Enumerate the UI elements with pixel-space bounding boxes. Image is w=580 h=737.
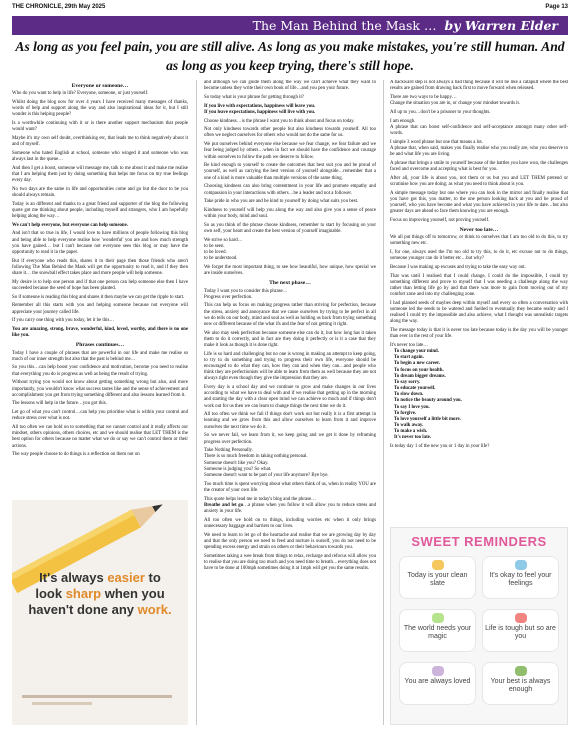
reminder-card bbox=[482, 556, 559, 599]
list-item: To notice the beauty around you. bbox=[394, 398, 462, 404]
reminder-text: Life is tough but so are you bbox=[485, 625, 556, 641]
smile-icon bbox=[515, 560, 527, 570]
paragraph: Who do you want to help in life? Everyone, someone, or just yourself. bbox=[12, 91, 149, 97]
paragraph: Progress over perfection. bbox=[204, 294, 253, 300]
paragraph: And isn't that so true in life, I would love to have millions of people following this blog and being able to help everyone realise how 'wonderful' you are and how much strength you have gained… but I can't because not everyone sees this blog or may have the opportunity to read it in the paper. bbox=[12, 231, 188, 255]
paragraph: and although we can guide them along the way we can't achieve what they want to become unless they write their own book of life…and you pen your future. bbox=[204, 80, 376, 92]
paragraph: Life is so hard and challenging but no one is wrong in making an attempt to keep going, to try to do something and trying to progress their own life, everyone should be encouraged to do what they can, how they can and when they can…and people who think they are perfectionists will be able to learn from them as well because they are not always right even though they give the impression that they are. bbox=[204, 351, 376, 382]
paragraph: We need to learn to let go of the heartache and realise that we are growing day by day and that the only person we need to feed and nurture is ourself, you do not need to be spending excess energy and strain on others or their behaviours towards you. bbox=[204, 532, 376, 550]
paragraph: Every day is a school day and we continue to grow and make changes in our lives according to what we have to deal with and if we realise that getting up in the morning and starting the day with a clear open mind we can achieve so much and if things don't work out for us then we can learn to change things the next time we do it. bbox=[204, 385, 376, 409]
paragraph: to be seen. bbox=[204, 243, 225, 249]
paragraph: to be understood. bbox=[204, 256, 238, 262]
paragraph: It's never too late… bbox=[390, 342, 429, 348]
paragraph: There are two ways to be happy… bbox=[390, 94, 457, 100]
paragraph: Maybe it's my own self doubt, overthinking etc, that leads me to think negatively about it and of myself. bbox=[12, 135, 188, 148]
reminder-text: You are always loved bbox=[404, 678, 471, 685]
pencil-caption bbox=[12, 570, 188, 618]
paragraph: So as you think of the phrase choose kindness, remember to start by focusing on your own self, your heart and create the best version of yourself imaginable. bbox=[204, 222, 376, 235]
column-divider bbox=[383, 80, 384, 725]
paragraph: We also may seek perfection because someone else can do it, but how long has it taken them to do it correctly, and in fact are they doing it perfectly or is it a case that they make it look as though it is done right. bbox=[204, 330, 376, 348]
caption-text: when you bbox=[104, 586, 165, 601]
list-item: To start again. bbox=[394, 355, 424, 361]
smile-icon bbox=[432, 666, 444, 676]
smile-icon bbox=[432, 560, 444, 570]
list-item: To dream bigger dreams. bbox=[394, 373, 446, 379]
paragraph: Focus on improving yourself, not proving yourself. bbox=[390, 217, 490, 223]
caption-highlight: sharp bbox=[65, 586, 102, 601]
paragraph: So if someone is reading this blog and shares it then maybe we can get the ripple to start. bbox=[12, 294, 185, 300]
sticker-title: SWEET REMINDERS bbox=[411, 534, 547, 549]
reminder-card bbox=[482, 609, 559, 652]
paragraph: Kindness to yourself will help you along the way and also give you a sense of peace within your body, mind and soul. bbox=[204, 208, 376, 220]
list-item: To slow down. bbox=[394, 392, 424, 398]
page-number: Page 13 bbox=[545, 4, 568, 10]
smile-icon bbox=[432, 613, 444, 623]
paragraph-text: …a phrase when you follow it will allow you to reduce stress and anxiety in your life. bbox=[204, 502, 376, 514]
article-column-2 bbox=[204, 80, 376, 728]
paragraph: My desire is to help one person and if that one person can help someone else then I have succeeded because the seed of hope has been planted. bbox=[12, 279, 188, 291]
paragraph: We can't help everyone, but everyone can help someone. bbox=[12, 222, 128, 228]
paragraph: We strive so hard… bbox=[204, 237, 243, 243]
paragraph: You are amazing, strong, brave, wonderful, kind, loved, worthy, and there is no one like you. bbox=[12, 327, 188, 339]
bold-phrase: Breathe and let go bbox=[204, 502, 244, 508]
paragraph: Let go of what you can't control…can help you prioritise what is within your control and reduce stress over what is not. bbox=[12, 410, 188, 422]
paragraph: If you carry one thing with you today, let it be this… bbox=[12, 318, 115, 324]
paragraph: If you live with expectations, happiness will leave you. bbox=[204, 103, 316, 109]
paragraph: Take Nothing Personally. bbox=[204, 448, 253, 454]
paragraph: We put ourselves behind everyone else because we fear change, we fear failure and we fear being judged by others…when in fact we should have the confidence and courage within ourselves to follow the path we deserve to follow. bbox=[204, 142, 376, 160]
paragraph: I simple 3 word phrase but one that means a lot. bbox=[390, 139, 483, 145]
list-item: To forgive. bbox=[394, 410, 417, 416]
paragraph: Take pride in who you are and be kind to yourself by doing what suits you best. bbox=[204, 199, 359, 205]
paragraph: We forget the most important thing, to see how beautiful, how unique, how special we are inside ourselves. bbox=[204, 265, 376, 277]
sweet-reminders-graphic bbox=[390, 527, 568, 725]
list-item: To walk away. bbox=[394, 422, 424, 428]
paragraph: Be kind enough to yourself to create the outcomes that best suit you and be proud of yourself, as well as carrying the best version of yourself alongside…remember that a one of a kind is more valuable than multiple versions of the same thing. bbox=[204, 163, 376, 181]
paragraph: Someone who hated English at school, someone who winged it and someone who was always last in the queue… bbox=[12, 150, 188, 162]
paragraph: Whilst doing the blog now for over 4 years I have received many messages of thanks, words of help and support along the way and also inspirational ideas for it, but I still wonder is this helping people? bbox=[12, 99, 188, 118]
paragraph: If you leave expectations, happiness will live with you. bbox=[204, 109, 316, 115]
paragraph: The way people choose to do things is a reflection on them not on bbox=[12, 452, 140, 458]
byline: by Warren Elder bbox=[444, 18, 558, 33]
paragraph: After all, your life is about you, not them or us but you and LET THEM pretend or scrutinise how you are doing; as what you need to think about is you. bbox=[390, 175, 568, 187]
paragraph: Too much time is spent worrying about what others think of us, when in reality YOU are the creator of your own life. bbox=[204, 481, 376, 493]
paragraph: Someone doesn't want to be part of your life anymore? Bye bye. bbox=[204, 472, 329, 478]
paragraph: Someone doesn't like you? Okay. bbox=[204, 460, 269, 466]
paragraph: Not only kindness towards other people but also kindness towards yourself. All too often we neglect ourselves for others who would not do the same for us. bbox=[204, 127, 376, 139]
caption-text: haven't done any bbox=[28, 602, 135, 617]
paragraph: Today is an different and thanks to a great friend and supporter of the blog the following quote got me thinking about people, including myself and strangers, who I am hopefully helping along the way… bbox=[12, 201, 188, 219]
reminder-text: Your best is always enough bbox=[490, 678, 551, 694]
section-heading: Never too late… bbox=[459, 226, 499, 233]
paragraph: That was until I realised that I could change, I could do the impossible, I could try something different and prove to myself that I was needing a challenge along the way rather than letting life go by and that there was more to gain from moving out of my comfort zone and into my challenging zone. bbox=[390, 273, 568, 298]
paragraph: A simple message today but one where you can look in the mirror and finally realise that you have got this, you matter, to the one person looking back at you and be proud of yourself, who you have become and what you have achieved in your life to date…but also greater days are ahead so face them knowing you are enough. bbox=[390, 190, 568, 214]
section-heading: Phrases continues… bbox=[75, 342, 125, 349]
paragraph: Today I have a couple of phrases that are powerful in our life and make me realise so much of our inner strength but also that the past is behind me… bbox=[12, 350, 188, 362]
section-heading: Everyone or someone… bbox=[71, 83, 129, 89]
caption-highlight: easier bbox=[107, 570, 145, 585]
paragraph: The message today is that it is never too late because today is the day you will be younger than ever in the rest of your life. bbox=[390, 328, 568, 340]
paragraph: Because I was making up excuses and trying to take the easy way out. bbox=[390, 264, 526, 270]
paragraph: The lessons will help in the future…you got this. bbox=[12, 401, 107, 407]
paragraph: We all put things off to tomorrow, or think to ourselves that I am too old to do this, to try something new etc. bbox=[390, 235, 568, 247]
publication-date: THE CHRONICLE, 29th May 2025 bbox=[12, 4, 106, 10]
paragraph: So today what is your phrase for getting through it? bbox=[204, 94, 304, 100]
paragraph: And then I get a boost, someone will message me, talk to me about it and make me realise that I am helping them just by doing something that helps me focus on my true feelings every day. bbox=[12, 165, 188, 183]
paragraph: This can help us focus on making progress rather than striving for perfection, because the stress, anxiety and annoyance that we cause ourselves by trying to be perfect in all we do tells on our body, mind and soul as well as holding us back from trying something new or different because of the what ifs and the fear of not getting it right. bbox=[204, 303, 376, 327]
list-item: To say sorry. bbox=[394, 379, 421, 385]
paragraph: There is so much freedom in taking nothing personal. bbox=[204, 454, 308, 460]
paragraph: I, for one, always used the I'm too old to try this, to do it, etc excuse not to do things, someone younger can do it better etc…but why? bbox=[390, 249, 568, 262]
reminder-card bbox=[482, 662, 559, 705]
paragraph: A phrase that can boost self-confidence and self-acceptance amongst many other self-words. bbox=[390, 124, 568, 136]
reminder-text: Today is your clean slate bbox=[407, 572, 468, 588]
list-item: To love yourself a little bit more. bbox=[394, 416, 461, 422]
paragraph bbox=[204, 503, 376, 515]
list-item: To make a wish. bbox=[394, 429, 428, 435]
paragraph: Sometimes taking a wee break from things to relax, recharge and refocus will allow you to realise that you are doing too much and you need time to breath…everything does not have to be done at 100mph sometimes doing it at 1mph will get you the same results. bbox=[204, 553, 376, 571]
reminder-text: The world needs your magic bbox=[403, 625, 472, 641]
list-item: It's never too late. bbox=[394, 435, 432, 441]
list-item: To change your mind. bbox=[394, 349, 439, 355]
paragraph: Choose kindness…is the phrase I want you to think about and focus on today. bbox=[204, 118, 355, 124]
paragraph: A phrase that, when said, makes you finally realise who you really are, who you deserve to be and what life you are living. bbox=[390, 145, 568, 157]
article-column-3 bbox=[390, 80, 568, 525]
list-item: To focus on your health. bbox=[394, 367, 444, 373]
caption-text: look bbox=[35, 586, 63, 601]
list-item: To educate yourself. bbox=[394, 386, 436, 392]
paragraph: No two days are the same in life and opportunities come and go but the door to be you should always remain. bbox=[12, 186, 188, 198]
paragraph: Is today day 1 of the new you or 1 day in your life? bbox=[390, 444, 490, 450]
caption-text: to bbox=[148, 570, 161, 585]
paragraph: Choosing kindness can also bring contentment in your life and promote empathy and compassion in your interactions with others…be a leader and not a follower. bbox=[204, 184, 376, 196]
paragraph: A backward step is not always a bad thing because it will be like a catapult where the best results are gained from drawing back first to move forward when released. bbox=[390, 80, 568, 92]
reminder-card bbox=[399, 556, 476, 599]
paragraph: All too often we think we fail if things don't work out but really it is a first attempt in learning and we grow from this and allow ourselves to learn from it and improve ourselves the next time we do it. bbox=[204, 412, 376, 430]
paragraph: So you this…can help boost your confidence and motivation, become you need to realise that everything you do is progress as well as being the result of trying. bbox=[12, 365, 188, 377]
paragraph: This quote helps lead me in today's blog and the phrase… bbox=[204, 496, 316, 502]
section-heading: The next phase… bbox=[269, 280, 311, 287]
paragraph: I am enough. bbox=[390, 118, 416, 124]
paragraph: to be loved. bbox=[204, 250, 227, 256]
column-banner bbox=[12, 16, 568, 35]
paragraph: But if everyone who reads this, shares it to their page then those friends who aren't following The Man Behind the Mask will get the opportunity to read it, and if they then share it… the snowball effect takes place and more people will help someone. bbox=[12, 258, 188, 276]
paragraph: Change the situation you are in, or change your mindset towards it. bbox=[390, 101, 521, 107]
column-divider bbox=[196, 80, 197, 725]
reminder-card bbox=[399, 609, 476, 652]
paragraph: Remember all this starts with you and helping someone because not everyone will appreciate your journey called life. bbox=[12, 303, 188, 315]
paragraph: Is a worthwhile continuing with it or is there another support mechanism that people would want? bbox=[12, 120, 188, 133]
list-item: To say I love you. bbox=[394, 404, 430, 410]
paragraph: All too often we can hold on to something that we cannot control and it really affects our mindset, others opinions, others choices, etc and we should realise that LET THEM is the best option for others because no matter what we do or say we can't control them or their actions. bbox=[12, 425, 188, 449]
smile-icon bbox=[515, 613, 527, 623]
paragraph: I had planned seeds of maybes deep within myself and every so often a conversation with someone led the seeds to be watered and fuelled to eventually they became reality and I realised I could try the impossible and also achieve, what I thought was unrealistic targets along the way. bbox=[390, 300, 568, 325]
smile-icon bbox=[515, 666, 527, 676]
reminder-text: It's okay to feel your feelings bbox=[489, 572, 552, 588]
pencil-quote-image bbox=[12, 500, 188, 725]
caption-text: It's always bbox=[39, 570, 104, 585]
paragraph: Today I want you to consider this phrase… bbox=[204, 288, 288, 294]
page-header bbox=[12, 4, 568, 15]
paragraph: All too often we hold on to things, including worries etc when it only brings unnecessary baggage and barriers to our lives. bbox=[204, 517, 376, 529]
paragraph: So we never fail, we learn from it, we keep going and we get it done by reframing progress over perfection. bbox=[204, 433, 376, 445]
pull-quote: As long as you feel pain, you are still alive. As long as you make mistakes, you're still human. And as long as you keep trying, there's still hope. bbox=[15, 39, 565, 73]
list-item: To begin a new career. bbox=[394, 361, 440, 367]
paragraph: Someone is judging you? So what. bbox=[204, 466, 272, 472]
paragraph: Without trying you would not know about getting something wrong but also, and more importantly, you wouldn't know what success tastes like and the sense of achievement and accomplishment you get from trying something different and also lessons learned from it. bbox=[12, 380, 188, 398]
paragraph: All up to you…don't be a prisoner to your thoughts. bbox=[390, 109, 491, 115]
caption-highlight: work. bbox=[137, 602, 172, 617]
paragraph: A phrase that brings a smile to yourself because of the battles you have won, the challenges faced and overcome and accepting what is best for you. bbox=[390, 160, 568, 172]
never-too-late-list bbox=[390, 349, 568, 441]
column-title: The Man Behind the Mask … bbox=[252, 18, 437, 33]
reminder-card bbox=[399, 662, 476, 705]
